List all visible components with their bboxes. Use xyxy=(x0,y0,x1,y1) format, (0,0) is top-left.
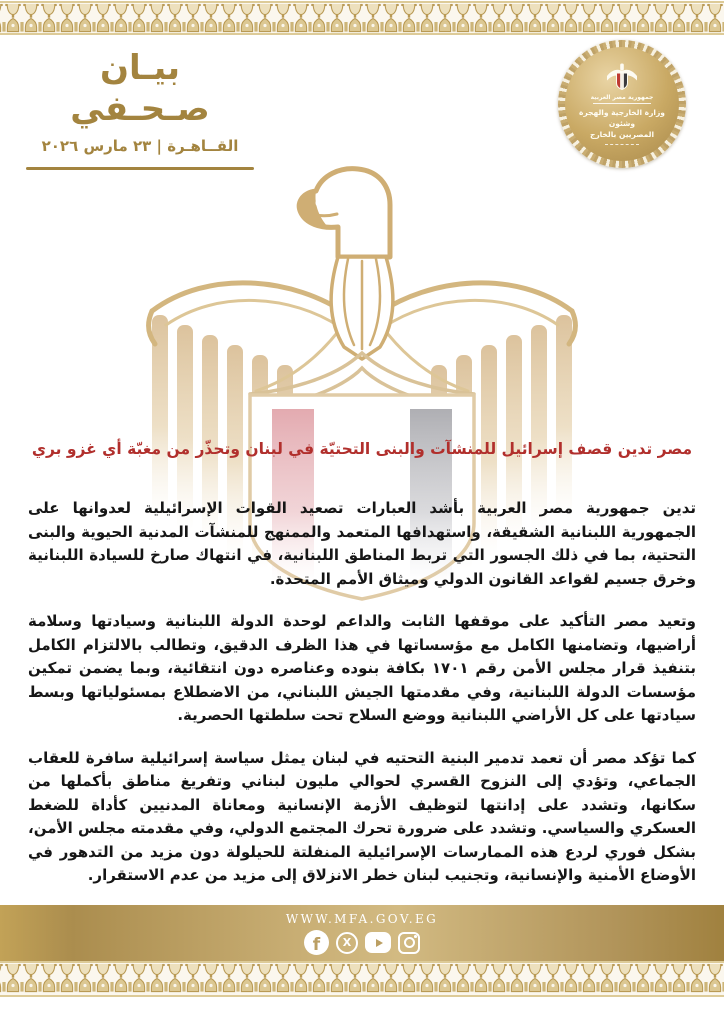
seal-country-name: جمهورية مصر العربية xyxy=(590,93,654,101)
statement-paragraph-3: كما تؤكد مصر أن تعمد تدمير البنية التحتيه في لبنان يمثل سياسة إسرائيلية سافرة للعقاب الجماعي، وتؤدي إلى النزوح القسري لحوالي مليون لبناني وتفريغ مناطق بأكملها من سكانها، وتشدد على إدانتها لتوظيف الأزمة الإنسانية ومعاناة المدنيين كأداة للضغط العسكري والسياسي. وتشدد على ضرورة تحرك المجتمع الدولي، وفي مقدمته مجلس الأمن، بشكل فوري لردع هذه الممارسات الإسرائيلية المنفلتة للحيلولة دون مزيد من التدهور في الأوضاع الأمنية والإنسانية، وتجنيب لبنان خطر الانزلاق إلى مزيد من عدم الاستقرار. xyxy=(28,748,696,884)
social-icons xyxy=(304,930,420,955)
seal-ministry-line2: المصريين بالخارج xyxy=(589,130,655,140)
headline: مصر تدين قصف إسرائيل للمنشآت والبنى التحتيّة في لبنان وتحذّر من مغبّة أي غزو بري xyxy=(31,440,693,458)
seal-ministry-line1: وزارة الخارجية والهجرة وشئون xyxy=(579,107,665,128)
dateline: القــاهـرة | ٢٣ مارس ٢٠٢٦ xyxy=(41,136,239,155)
camera-lens-icon xyxy=(404,937,415,948)
website-url[interactable]: WWW.MFA.GOV.EG xyxy=(285,912,439,926)
x-icon[interactable] xyxy=(336,932,358,954)
ornamental-border-bottom xyxy=(0,961,724,997)
ornamental-border-top xyxy=(0,1,724,35)
seal-bottom-ornament xyxy=(605,144,639,145)
x-glyph: X xyxy=(342,936,352,949)
instagram-icon[interactable] xyxy=(398,932,420,954)
footer-bar xyxy=(0,905,724,962)
facebook-icon[interactable] xyxy=(304,930,329,955)
statement-body xyxy=(28,497,696,907)
youtube-icon[interactable] xyxy=(365,932,391,953)
statement-paragraph-2: وتعيد مصر التأكيد على موقفها الثابت والداعم لوحدة الدولة اللبنانية وسيادتها وسلامة أراضيها، وتضامنها الكامل مع مؤسساتها في هذا الظرف الدقيق، وتطالب بالالتزام الكامل بتنفيذ قرار مجلس الأمن رقم ١٧٠١ بكافة بنوده وعناصره دون انتقائية، وبما يضمن تمكين مؤسسات الدولة اللبنانية، وفي مقدمتها الجيش اللبناني، من الاضطلاع بمسئولياتها وبسط سيادتها على كل الأراضي اللبنانية ووضع السلاح تحت سلطتها الحصرية. xyxy=(28,612,696,724)
statement-header xyxy=(26,48,254,170)
play-icon xyxy=(376,939,383,947)
statement-paragraph-1: تدين جمهورية مصر العربية بأشد العبارات تصعيد القوات الإسرائيلية لعدوانها على الجمهورية اللبنانية الشقيقة، واستهدافها المتعمد والممنهج للمنشآت المدنية الحيوية والبنى التحتية، بما في ذلك الجسور التي تربط المناطق اللبنانية، في انتهاك صارخ للسيادة اللبنانية وخرق جسيم لقواعد القانون الدولي وميثاق الأمم المتحدة. xyxy=(28,499,696,588)
seal-disc xyxy=(565,47,679,161)
ministry-seal xyxy=(558,40,686,168)
seal-divider xyxy=(593,103,651,104)
seal-eagle-icon xyxy=(605,63,639,92)
statement-type-title: بيـان صـحـفي xyxy=(70,48,210,129)
camera-dot-icon xyxy=(414,935,417,938)
facebook-glyph: f xyxy=(312,934,321,955)
